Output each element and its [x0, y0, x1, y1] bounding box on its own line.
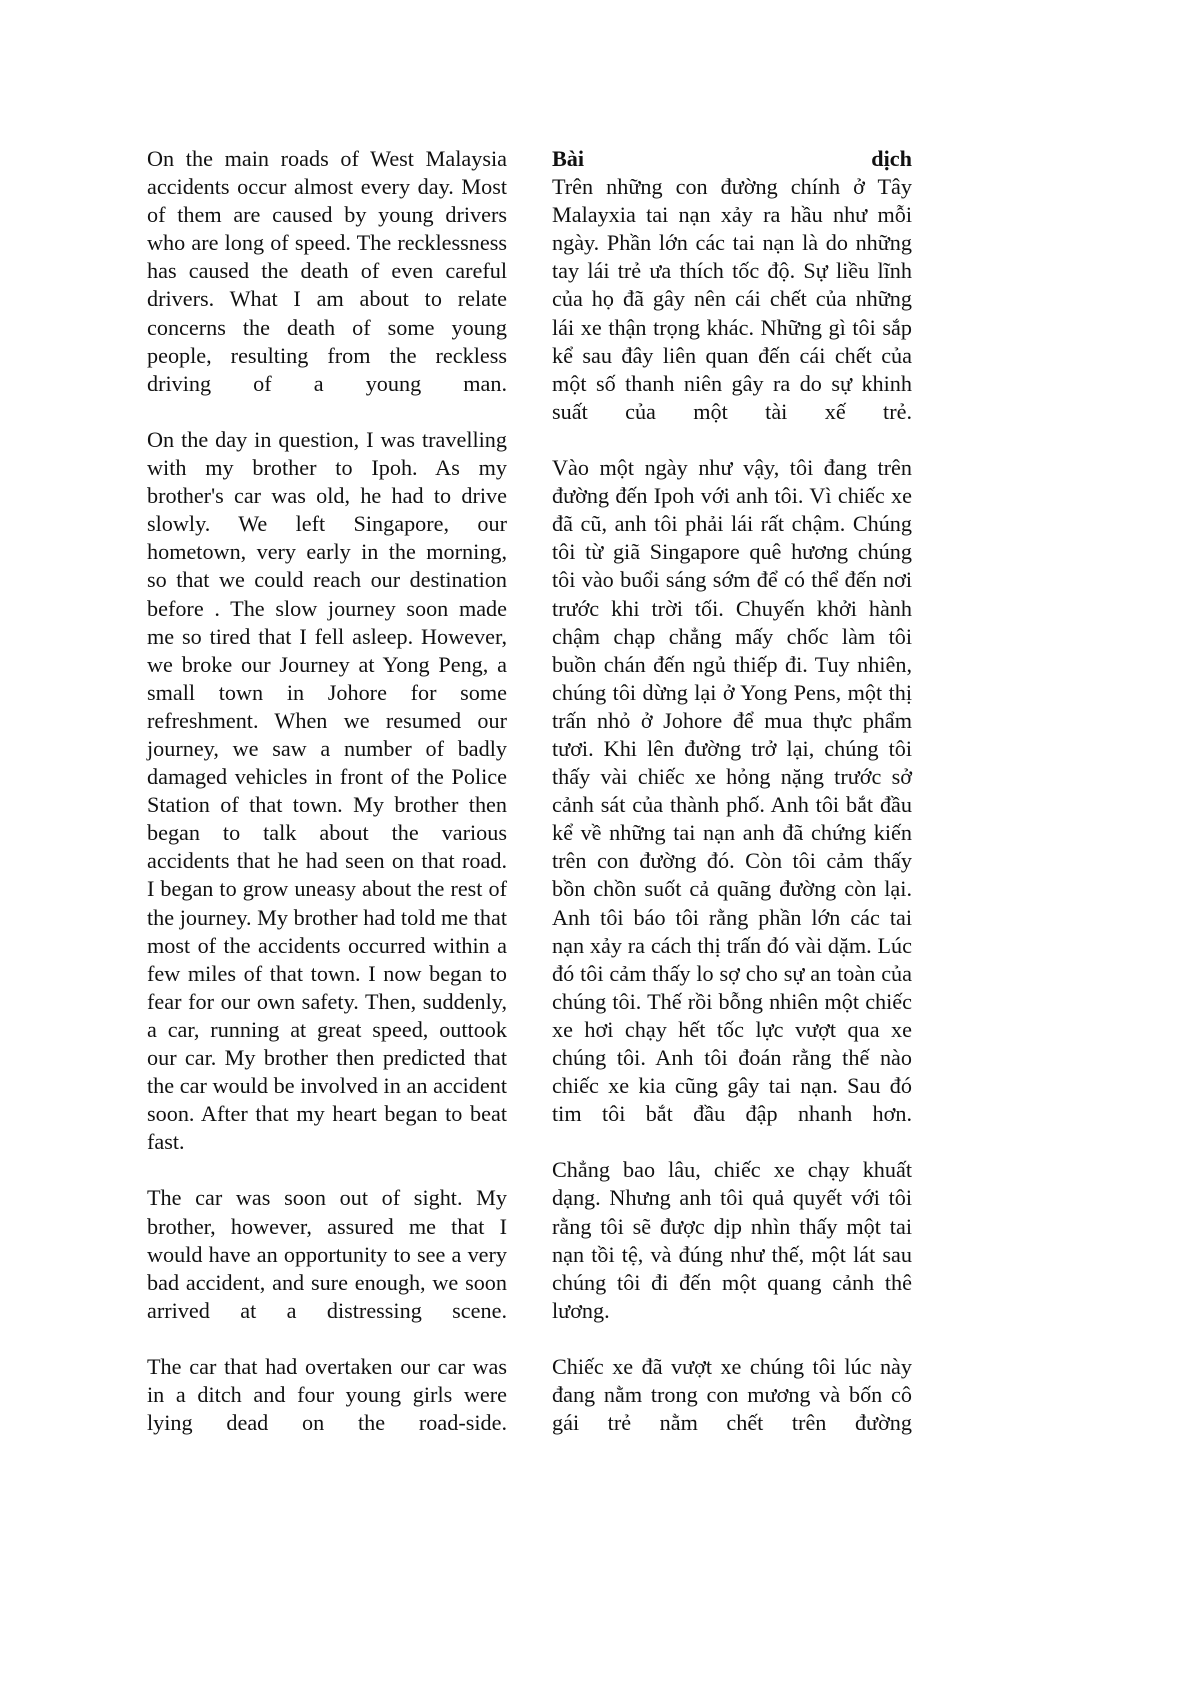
- vietnamese-paragraph-3: Chẳng bao lâu, chiếc xe chạy khuất dạng. Nhưng anh tôi quả quyết với tôi rằng tôi sẽ được dịp nhìn thấy một tai nạn tồi tệ, và đúng như thế, một lát sau chúng tôi đi đến một quang cảnh thê lương.: [552, 1157, 912, 1323]
- english-text-column: [147, 145, 507, 1437]
- english-paragraph-4: The car that had overtaken our car was in a ditch and four young girls were lying dead on the road-side.: [147, 1354, 507, 1436]
- english-paragraph-2: On the day in question, I was travelling with my brother to Ipoh. As my brother's car was old, he had to drive slowly. We left Singapore, our hometown, very early in the morning, so that we could reach our destination before . The slow journey soon made me so tired that I fell asleep. However, we broke our Journey at Yong Peng, a small town in Johore for some refreshment. When we resumed our journey, we saw a number of badly damaged vehicles in front of the Police Station of that town. My brother then began to talk about the various accidents that he had seen on that road. I began to grow uneasy about the rest of the journey. My brother had told me that most of the accidents occurred within a few miles of that town. I now began to fear for our own safety. Then, suddenly, a car, running at great speed, outtook our car. My brother then predicted that the car would be involved in an accident soon. After that my heart began to beat fast.: [147, 426, 507, 1155]
- vietnamese-translation-column: [552, 145, 912, 1437]
- vietnamese-paragraph-1: Trên những con đường chính ở Tây Malayxia tai nạn xảy ra hầu như mỗi ngày. Phần lớn các tai nạn là do những tay lái trẻ ưa thích tốc độ. Sự liều lĩnh của họ đã gây nên cái chết của những lái xe thận trọng khác. Những gì tôi sắp kể sau đây liên quan đến cái chết của một số thanh niên gây ra do sự khinh suất của một tài xế trẻ.: [552, 174, 912, 424]
- vietnamese-paragraph-4: Chiếc xe đã vượt xe chúng tôi lúc này đang nằm trong con mương và bốn cô gái trẻ nằm chết trên đường: [552, 1354, 912, 1436]
- english-paragraph-3: The car was soon out of sight. My brother, however, assured me that I would have an opportunity to see a very bad accident, and sure enough, we soon arrived at a distressing scene.: [147, 1185, 507, 1323]
- english-paragraph-1: On the main roads of West Malaysia accidents occur almost every day. Most of them are caused by young drivers who are long of speed. The recklessness has caused the death of even careful drivers. What I am about to relate concerns the death of some young people, resulting from the reckless driving of a young man.: [147, 146, 507, 396]
- vietnamese-paragraph-2: Vào một ngày như vậy, tôi đang trên đường đến Ipoh với anh tôi. Vì chiếc xe đã cũ, anh tôi phải lái rất chậm. Chúng tôi từ giã Singapore quê hương chúng tôi vào buổi sáng sớm để có thể đến nơi trước khi trời tối. Chuyến khởi hành chậm chạp chẳng mấy chốc làm tôi buồn chán đến ngủ thiếp đi. Tuy nhiên, chúng tôi dừng lại ở Yong Pens, một thị trấn nhỏ ở Johore để mua thực phẩm tươi. Khi lên đường trở lại, chúng tôi thấy vài chiếc xe hỏng nặng trước sở cảnh sát của thành phố. Anh tôi bắt đầu kể về những tai nạn anh đã chứng kiến trên con đường đó. Còn tôi cảm thấy bồn chồn suốt cả quãng đường còn lại. Anh tôi báo tôi rằng phần lớn các tai nạn xảy ra cách thị trấn đó vài dặm. Lúc đó tôi cảm thấy lo sợ cho sự an toàn của chúng tôi. Thế rồi bỗng nhiên một chiếc xe hơi chạy hết tốc lực vượt qua xe chúng tôi. Anh tôi đoán rằng thế nào chiếc xe kia cũng gây tai nạn. Sau đó tim tôi bắt đầu đập nhanh hơn.: [552, 455, 912, 1127]
- translation-heading: Bài dịch: [552, 146, 912, 171]
